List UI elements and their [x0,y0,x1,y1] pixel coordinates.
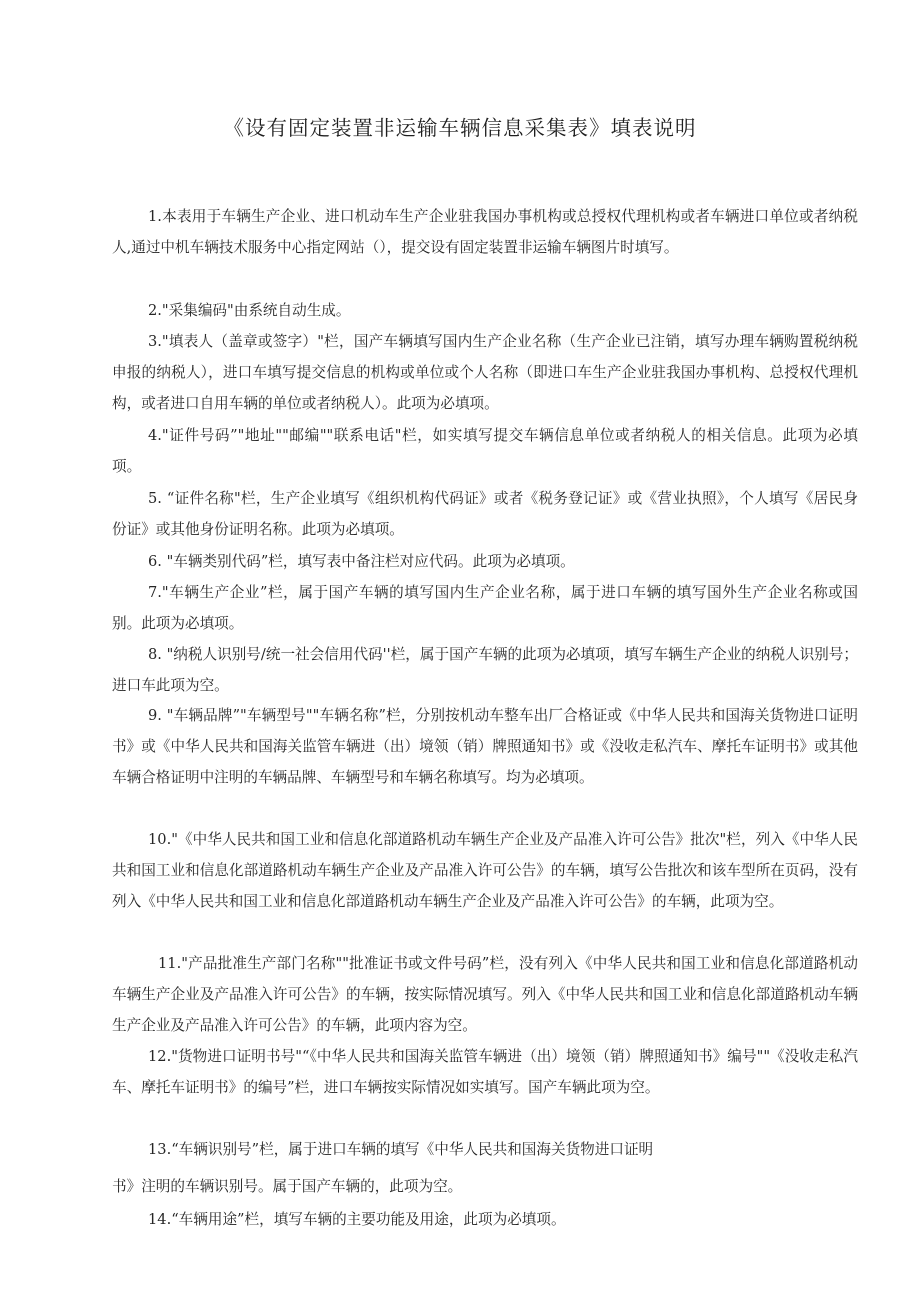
instruction-item-13-continued: 书》注明的车辆识别号。属于国产车辆的，此项为空。 [112,1178,463,1195]
instruction-item-7: 7."车辆生产企业”栏，属于国产车辆的填写国内生产企业名称，属于进口车辆的填写国外生产企业名称或国别。此项为必填项。 [112,584,858,632]
instruction-item-4: 4."证件号码”"地址""邮编""联系电话"栏，如实填写提交车辆信息单位或者纳税人的相关信息。此项为必填项。 [112,427,858,475]
instruction-item-6: 6. "车辆类别代码”栏，填写表中备注栏对应代码。此项为必填项。 [148,553,575,570]
instruction-item-5: 5. “证件名称"栏，生产企业填写《组织机构代码证》或者《税务登记证》或《营业执照》，个人填写《居民身份证》或其他身份证明名称。此项为必填项。 [112,490,858,538]
instruction-item-8: 8. "纳税人识别号/统一社会信用代码''栏，属于国产车辆的此项为必填项，填写车辆生产企业的纳税人识别号；进口车此项为空。 [112,646,858,694]
instruction-item-12: 12."货物进口证明书号"“《中华人民共和国海关监管车辆进（出）境领（销）牌照通知书》编号""《没收走私汽车、摩托车证明书》的编号”栏，进口车辆按实际情况如实填写。国产车辆此项为空。 [112,1048,858,1096]
instruction-item-13: 13.“车辆识别号”栏，属于进口车辆的填写《中华人民共和国海关货物进口证明 [148,1141,654,1158]
instruction-item-2: 2."采集编码"由系统自动生成。 [148,302,351,319]
instruction-item-10: 10."《中华人民共和国工业和信息化部道路机动车辆生产企业及产品准入许可公告》批次"栏，列入《中华人民共和国工业和信息化部道路机动车辆生产企业及产品准入许可公告》的车辆，填写公告批次和该车型所在页码，没有列入《中华人民共和国工业和信息化部道路机动车辆生产企业及产品准入许可公告》的车辆，此项为空。 [112,831,858,910]
instruction-item-14: 14.“车辆用途”栏，填写车辆的主要功能及用途，此项为必填项。 [148,1211,566,1228]
instruction-item-3: 3."填表人（盖章或签字）"栏，国产车辆填写国内生产企业名称（生产企业已注销，填写办理车辆购置税纳税申报的纳税人），进口车填写提交信息的机构或单位或个人名称（即进口车生产企业驻我国办事机构、总授权代理机构，或者进口自用车辆的单位或者纳税人）。此项为必填项。 [112,333,858,412]
instruction-item-1: 1.本表用于车辆生产企业、进口机动车生产企业驻我国办事机构或总授权代理机构或者车辆进口单位或者纳税人,通过中机车辆技术服务中心指定网站（），提交设有固定装置非运输车辆图片时填写。 [112,208,858,256]
instruction-item-9: 9. "车辆品牌”"车辆型号""车辆名称”栏，分别按机动车整车出厂合格证或《中华人民共和国海关货物进口证明书》或《中华人民共和国海关监管车辆进（出）境领（销）牌照通知书》或《没收走私汽车、摩托车证明书》或其他车辆合格证明中注明的车辆品牌、车辆型号和车辆名称填写。均为必填项。 [112,707,858,786]
page-title: 《设有固定装置非运输车辆信息采集表》填表说明 [223,116,697,140]
instruction-item-11: 11."产品批准生产部门名称""批准证书或文件号码”栏，没有列入《中华人民共和国工业和信息化部道路机动车辆生产企业及产品准入许可公告》的车辆，按实际情况填写。列入《中华人民共和国工业和信息化部道路机动车辆生产企业及产品准入许可公告》的车辆，此项内容为空。 [112,955,858,1034]
